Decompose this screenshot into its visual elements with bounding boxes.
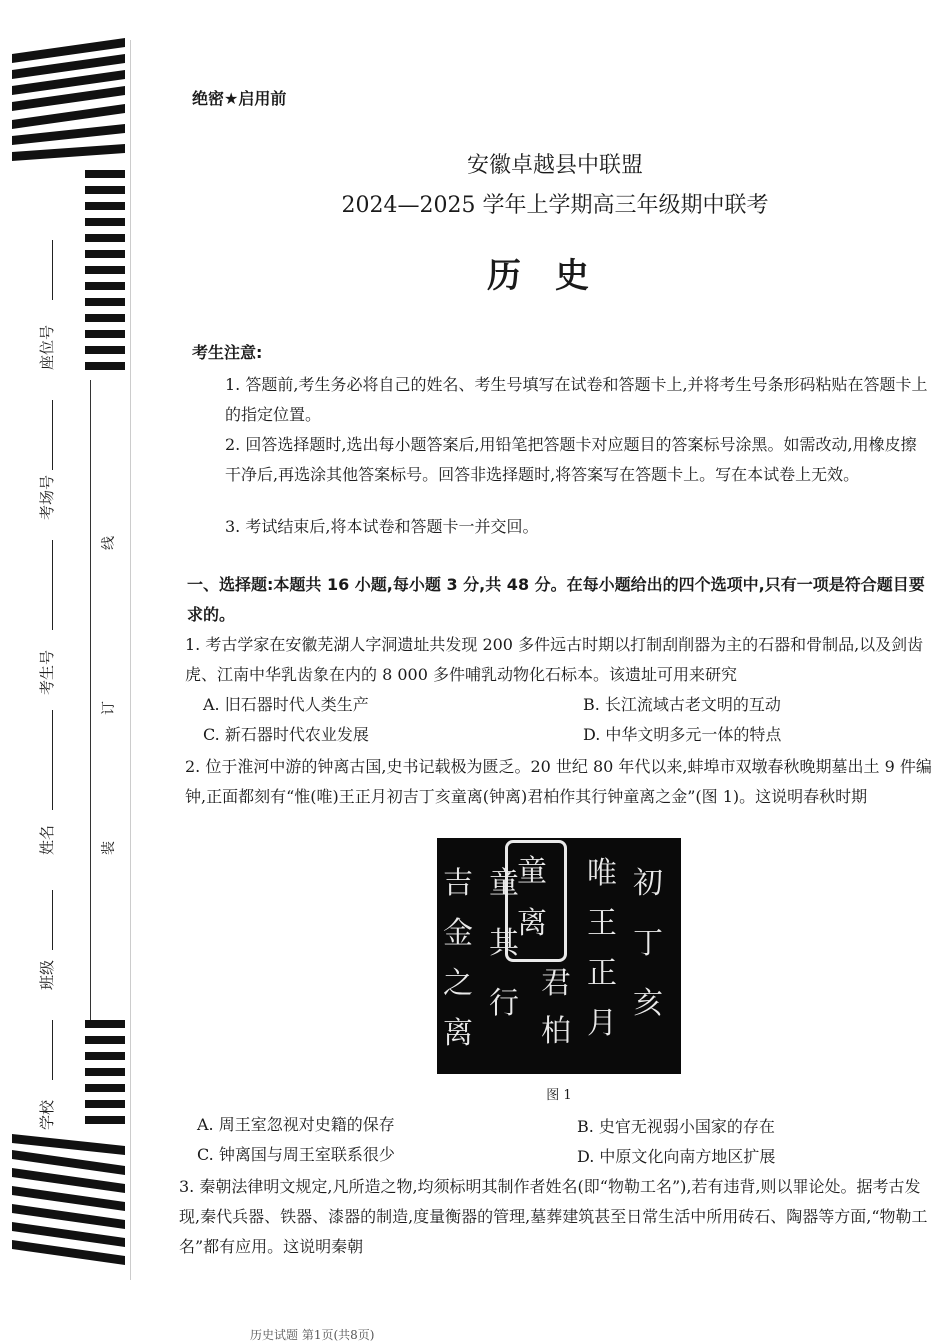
question-3-stem: 3. 秦朝法律明文规定,凡所造之物,均须标明其制作者姓名(即“物勒工名”),若有违背,则以罪论处。据考古发现,秦代兵器、铁器、漆器的制造,度量衡器的管理,墓葬建筑甚至日常生活中所用砖石、陶器等方面,“物勒工名”都有应用。这说明秦朝 — [179, 1177, 928, 1256]
cut-mark-mount: 装 — [101, 841, 117, 855]
binding-bar — [85, 1052, 125, 1060]
binding-bar — [85, 298, 125, 306]
school-label: 学校 — [38, 1099, 56, 1130]
notice-title: 考生注意: — [192, 343, 263, 362]
binding-bar — [85, 250, 125, 258]
binding-bar — [85, 1020, 125, 1028]
binding-bar — [85, 330, 125, 338]
binding-bar — [85, 186, 125, 194]
figure-caption: 图 1 — [546, 1088, 572, 1103]
cut-mark-bind: 订 — [101, 701, 117, 715]
binding-bar — [85, 1084, 125, 1092]
exam-room-field[interactable] — [52, 400, 53, 470]
seat-number-label: 座位号 — [38, 324, 56, 370]
binding-bar — [85, 234, 125, 242]
q2-option-c[interactable]: C. 钟离国与周王室联系很少 — [197, 1145, 395, 1164]
question-1-stem: 1. 考古学家在安徽芜湖人字洞遗址共发现 200 多件远古时期以打制刮削器为主的石器和骨制品,以及剑齿虎、江南中华乳齿象在内的 8 000 多件哺乳动物化石标本。该遗址可用来研究 — [185, 635, 924, 684]
org-title: 安徽卓越县中联盟 — [466, 153, 643, 178]
name-label: 姓名 — [38, 824, 56, 855]
binding-bar — [85, 1116, 125, 1124]
binding-bar — [85, 314, 125, 322]
binding-guide-line — [90, 380, 91, 1020]
binding-bar — [85, 170, 125, 178]
binding-bar — [85, 362, 125, 370]
binding-bar — [85, 202, 125, 210]
question-2-stem: 2. 位于淮河中游的钟离古国,史书记载极为匮乏。20 世纪 80 年代以来,蚌埠市双墩春秋晚期墓出土 9 件编钟,正面都刻有“惟(唯)王正月初吉丁亥童离(钟离)君柏作其行钟童离之金”(图 1)。这说明春秋时期 — [185, 757, 932, 806]
cut-mark-line: 线 — [101, 536, 117, 550]
binding-bar — [85, 1100, 125, 1108]
exam-room-label: 考场号 — [38, 474, 56, 520]
q1-option-a[interactable]: A. 旧石器时代人类生产 — [203, 695, 369, 714]
binding-stripe — [12, 144, 125, 161]
binding-bar — [85, 266, 125, 274]
notice-item: 2. 回答选择题时,选出每小题答案后,用铅笔把答题卡对应题目的答案标号涂黑。如需改动,用橡皮擦干净后,再选涂其他答案标号。回答非选择题时,将答案写在答题卡上。写在本试卷上无效。 — [225, 435, 917, 484]
q2-option-d[interactable]: D. 中原文化向南方地区扩展 — [577, 1147, 776, 1166]
section-heading: 一、选择题:本题共 16 小题,每小题 3 分,共 48 分。在每小题给出的四个选项中,只有一项是符合题目要求的。 — [187, 575, 925, 624]
q1-option-c[interactable]: C. 新石器时代农业发展 — [203, 725, 369, 744]
paper-edge — [130, 40, 131, 1280]
candidate-number-field[interactable] — [52, 540, 53, 630]
binding-bar — [85, 282, 125, 290]
q1-option-b[interactable]: B. 长江流域古老文明的互动 — [583, 695, 781, 714]
notice-item: 1. 答题前,考生务必将自己的姓名、考生号填写在试卷和答题卡上,并将考生号条形码粘贴在答题卡上的指定位置。 — [225, 375, 928, 424]
binding-bar — [85, 218, 125, 226]
binding-strip — [0, 40, 130, 1280]
q2-option-a[interactable]: A. 周王室忽视对史籍的保存 — [197, 1115, 395, 1134]
confidential-mark: 绝密★启用前 — [192, 89, 287, 108]
q1-option-d[interactable]: D. 中华文明多元一体的特点 — [583, 725, 782, 744]
binding-bar — [85, 1036, 125, 1044]
binding-stripe — [12, 124, 125, 145]
seat-number-field[interactable] — [52, 240, 53, 300]
class-label: 班级 — [38, 959, 56, 990]
binding-bar — [85, 346, 125, 354]
exam-title: 2024—2025 学年上学期高三年级期中联考 — [341, 193, 769, 218]
class-field[interactable] — [52, 890, 53, 950]
q2-option-b[interactable]: B. 史官无视弱小国家的存在 — [577, 1117, 775, 1136]
candidate-number-label: 考生号 — [38, 649, 56, 695]
notice-item: 3. 考试结束后,将本试卷和答题卡一并交回。 — [225, 517, 539, 536]
name-field[interactable] — [52, 710, 53, 810]
binding-bar — [85, 1068, 125, 1076]
page-footer: 历史试题 第1页(共8页) — [250, 1328, 375, 1342]
bronze-inscription-figure: 吉 金 之 离 童 其 行 童 离 君 柏 唯 王 正 月 初 丁 亥 — [437, 838, 681, 1074]
school-field[interactable] — [52, 1020, 53, 1080]
subject-title: 历史 — [487, 256, 623, 296]
